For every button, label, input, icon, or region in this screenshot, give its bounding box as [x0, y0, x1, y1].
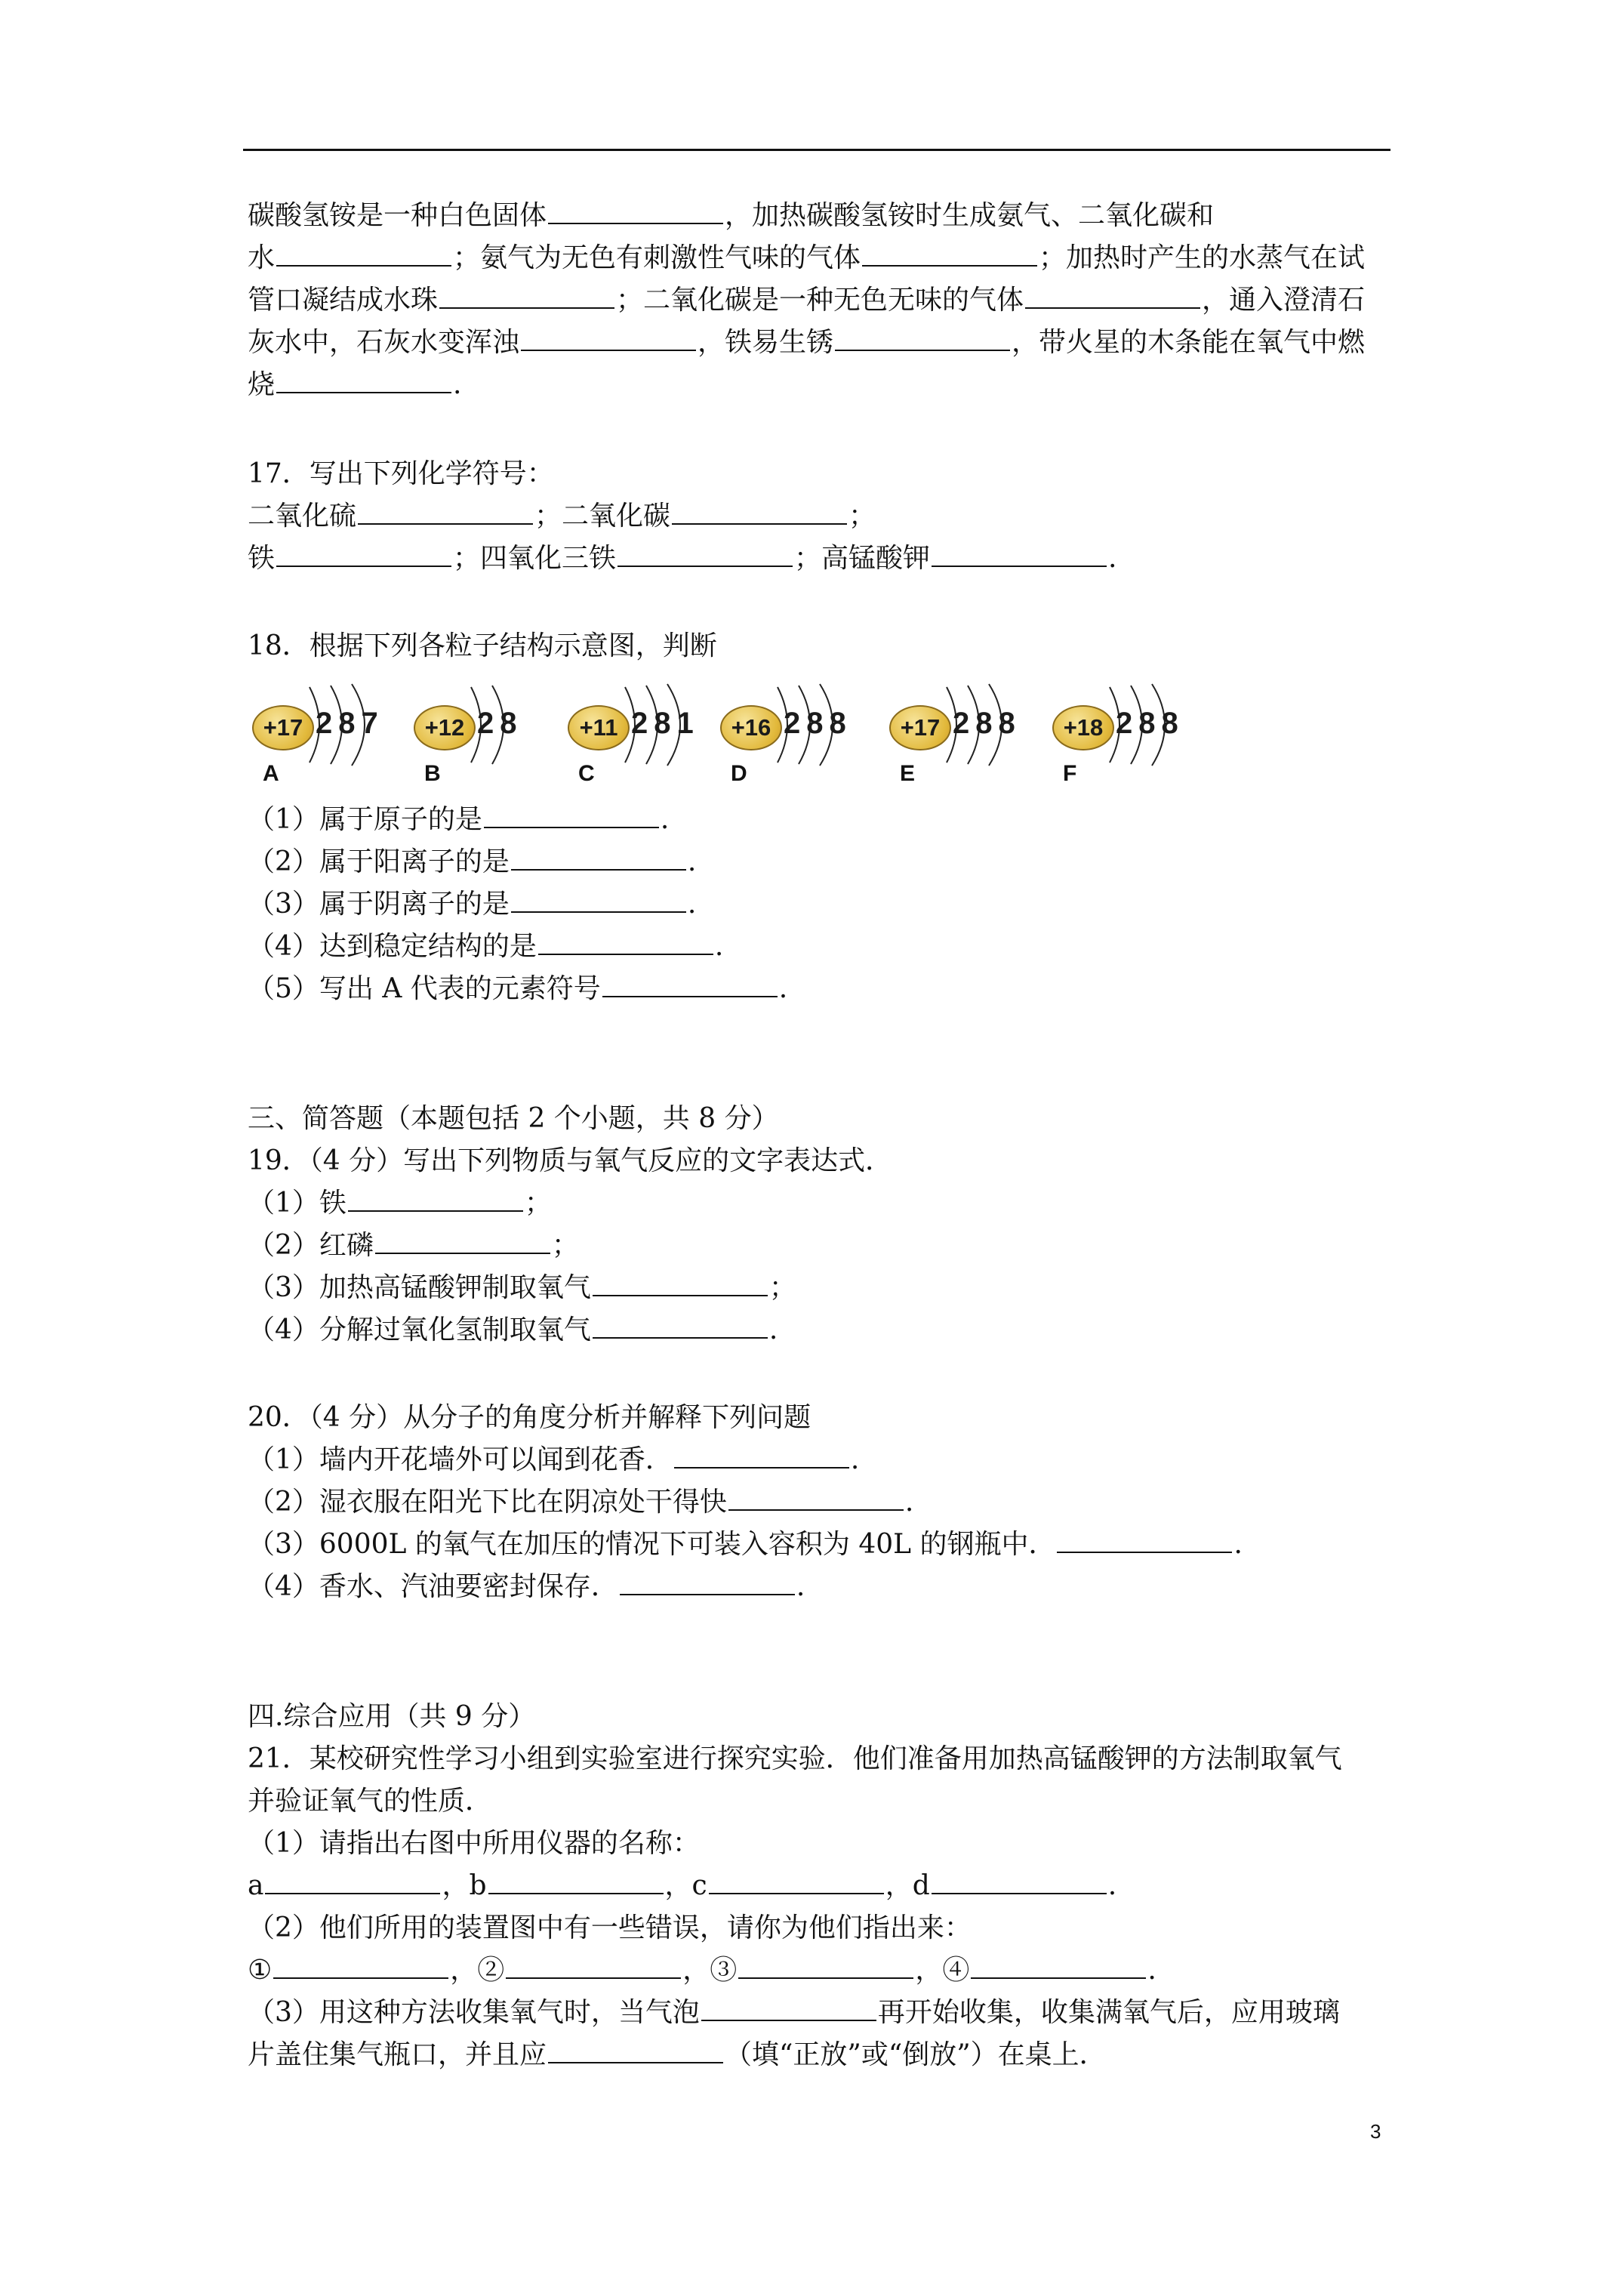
answer-blank[interactable]: [358, 501, 533, 525]
answer-blank[interactable]: [511, 846, 686, 871]
text-line: 二氧化硫 ；二氧化碳 ；: [248, 501, 876, 532]
answer-blank[interactable]: [620, 1571, 795, 1595]
text-line: 片盖住集气瓶口，并且应 （填“正放”或“倒放”）在桌上．: [248, 2039, 1107, 2070]
atom-label: D: [731, 761, 747, 786]
answer-blank[interactable]: [602, 973, 778, 997]
question-17: 17．写出下列化学符号：: [248, 458, 554, 489]
text-line: （5）写出 A 代表的元素符号 .: [248, 973, 788, 1004]
electron-counts: 288: [784, 707, 852, 740]
page-number: 3: [1370, 2120, 1381, 2143]
answer-blank[interactable]: [276, 242, 451, 267]
electron-counts: 281: [631, 707, 700, 740]
question-21: 21．某校研究性学习小组到实验室进行探究实验．他们准备用加热高锰酸钾的方法制取氧气: [248, 1743, 1342, 1774]
answer-blank[interactable]: [1025, 285, 1200, 309]
answer-blank[interactable]: [971, 1955, 1146, 1979]
text-line: 管口凝结成水珠 ；二氧化碳是一种无色无味的气体 ，通入澄清石: [248, 285, 1366, 316]
text-line: （2）湿衣服在阳光下比在阴凉处干得快 .: [248, 1487, 914, 1518]
text-line: （4）分解过氧化氢制取氧气 .: [248, 1314, 778, 1345]
section-heading: 三、简答题（本题包括 2 个小题，共 8 分）: [248, 1103, 779, 1134]
answer-blank[interactable]: [521, 327, 696, 351]
text-line: （3）用这种方法收集氧气时，当气泡 再开始收集，收集满氧气后，应用玻璃: [248, 1997, 1340, 2028]
electron-counts: 287: [316, 707, 384, 740]
text-line: （1）请指出右图中所用仪器的名称：: [248, 1828, 700, 1859]
text-line: a ，b ，c ，d .: [248, 1870, 1117, 1901]
answer-blank[interactable]: [276, 543, 451, 567]
text-line: （3）6000L 的氧气在加压的情况下可装入容积为 40L 的钢瓶中． .: [248, 1529, 1243, 1560]
answer-blank[interactable]: [728, 1487, 904, 1511]
electron-counts: 288: [953, 707, 1021, 740]
text-line: 灰水中，石灰水变浑浊 ，铁易生锈 ，带火星的木条能在氧气中燃: [248, 327, 1366, 358]
nucleus: +16: [720, 705, 782, 750]
answer-blank[interactable]: [276, 369, 451, 393]
text-line: 铁 ；四氧化三铁 ；高锰酸钾 .: [248, 543, 1117, 574]
question-18: 18．根据下列各粒子结构示意图，判断: [248, 630, 717, 661]
answer-blank[interactable]: [538, 931, 713, 955]
answer-blank[interactable]: [593, 1314, 768, 1339]
atom-diagram-f: [1046, 664, 1197, 800]
atom-diagram-e: [883, 664, 1034, 800]
answer-blank[interactable]: [593, 1272, 768, 1296]
answer-blank[interactable]: [488, 1870, 664, 1894]
text-line: 烧 .: [248, 369, 462, 400]
answer-blank[interactable]: [1057, 1529, 1232, 1553]
nucleus: +12: [414, 705, 476, 750]
answer-blank[interactable]: [548, 200, 723, 224]
text-line: （1）墙内开花墙外可以闻到花香． .: [248, 1444, 860, 1475]
electron-counts: 28: [477, 707, 523, 740]
answer-blank[interactable]: [932, 1870, 1107, 1894]
text-line: ① ，② ，③ ，④ .: [248, 1955, 1156, 1986]
answer-blank[interactable]: [672, 501, 847, 525]
answer-blank[interactable]: [932, 543, 1107, 567]
question-20: 20．（4 分）从分子的角度分析并解释下列问题: [248, 1402, 812, 1433]
question-19: 19．（4 分）写出下列物质与氧气反应的文字表达式．: [248, 1145, 893, 1176]
atom-diagram-a: [246, 664, 397, 800]
section-heading: 四.综合应用（共 9 分）: [248, 1701, 536, 1732]
answer-blank[interactable]: [738, 1955, 913, 1979]
atom-diagram-b: [408, 664, 559, 800]
atom-label: F: [1063, 761, 1077, 786]
atom-diagram-d: [714, 664, 865, 800]
header-rule: [243, 149, 1390, 151]
answer-blank[interactable]: [548, 2039, 723, 2063]
atom-label: C: [578, 761, 595, 786]
atom-label: E: [900, 761, 916, 786]
atom-label: B: [424, 761, 441, 786]
text-line: （1）铁 ；: [248, 1188, 552, 1219]
answer-blank[interactable]: [617, 543, 793, 567]
answer-blank[interactable]: [506, 1955, 681, 1979]
answer-blank[interactable]: [862, 242, 1037, 267]
answer-blank[interactable]: [701, 1997, 876, 2021]
text-line: （2）他们所用的装置图中有一些错误，请你为他们指出来：: [248, 1912, 972, 1943]
text-line: 并验证氧气的性质．: [248, 1786, 493, 1817]
text-line: （1）属于原子的是 .: [248, 804, 670, 835]
text-line: 碳酸氢铵是一种白色固体 ，加热碳酸氢铵时生成氨气、二氧化碳和: [248, 200, 1215, 231]
answer-blank[interactable]: [511, 889, 686, 913]
answer-blank[interactable]: [835, 327, 1010, 351]
answer-blank[interactable]: [709, 1870, 884, 1894]
text-line: （4）达到稳定结构的是 .: [248, 931, 724, 962]
answer-blank[interactable]: [273, 1955, 448, 1979]
atom-structure-diagrams: [246, 664, 1227, 800]
answer-blank[interactable]: [375, 1230, 550, 1254]
nucleus: +17: [252, 705, 314, 750]
text-line: （2）红磷 ；: [248, 1230, 579, 1261]
text-line: （2）属于阳离子的是 .: [248, 846, 697, 877]
nucleus: +11: [568, 705, 630, 750]
nucleus: +18: [1052, 705, 1114, 750]
atom-label: A: [263, 761, 279, 786]
electron-counts: 288: [1116, 707, 1184, 740]
atom-diagram-c: [562, 664, 713, 800]
text-line: （3）属于阴离子的是 .: [248, 889, 697, 920]
answer-blank[interactable]: [348, 1188, 523, 1212]
nucleus: +17: [889, 705, 951, 750]
text-line: （4）香水、汽油要密封保存． .: [248, 1571, 805, 1602]
answer-blank[interactable]: [265, 1870, 440, 1894]
answer-blank[interactable]: [484, 804, 659, 828]
text-line: （3）加热高锰酸钾制取氧气 ；: [248, 1272, 796, 1303]
answer-blank[interactable]: [439, 285, 614, 309]
answer-blank[interactable]: [674, 1444, 849, 1469]
text-line: 水 ；氨气为无色有刺激性气味的气体 ；加热时产生的水蒸气在试: [248, 242, 1366, 273]
